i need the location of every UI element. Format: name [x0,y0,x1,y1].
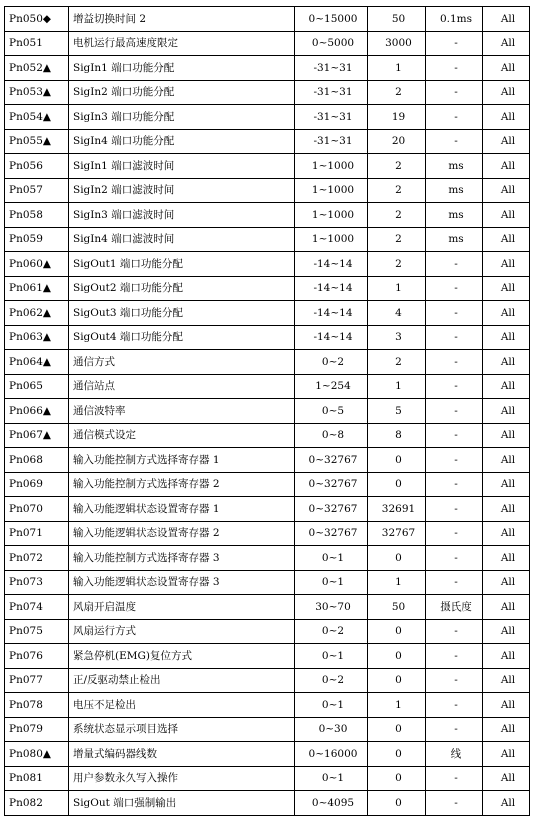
parameter-table [4,6,530,816]
param-code-cell: Pn073 [5,570,69,595]
param-unit-cell: - [426,56,483,81]
param-default-cell: 0 [368,448,426,473]
param-mode-cell: All [483,766,530,791]
param-default-cell: 2 [368,154,426,179]
param-range-cell: 0~15000 [295,7,368,32]
param-range-cell: -14~14 [295,252,368,277]
param-range-cell: 0~4095 [295,791,368,816]
param-name-cell: 系统状态显示项目选择 [69,717,295,742]
param-range-cell: 0~5 [295,399,368,424]
param-unit-cell: 0.1ms [426,7,483,32]
param-code-cell: Pn056 [5,154,69,179]
param-name-cell: SigIn2 端口滤波时间 [69,178,295,203]
param-mode-cell: All [483,325,530,350]
table-row [5,619,530,644]
table-row [5,497,530,522]
param-unit-cell: 线 [426,742,483,767]
table-row [5,105,530,130]
param-code-cell: Pn059 [5,227,69,252]
param-unit-cell: - [426,570,483,595]
param-mode-cell: All [483,301,530,326]
param-name-cell: SigOut2 端口功能分配 [69,276,295,301]
param-default-cell: 2 [368,227,426,252]
param-code-cell: Pn067▲ [5,423,69,448]
param-default-cell: 50 [368,7,426,32]
param-unit-cell: - [426,448,483,473]
param-mode-cell: All [483,570,530,595]
table-row [5,227,530,252]
param-name-cell: SigOut 端口强制输出 [69,791,295,816]
param-unit-cell: - [426,472,483,497]
param-name-cell: 通信模式设定 [69,423,295,448]
param-range-cell: -31~31 [295,80,368,105]
param-default-cell: 1 [368,56,426,81]
param-name-cell: SigIn1 端口滤波时间 [69,154,295,179]
param-unit-cell: - [426,350,483,375]
param-mode-cell: All [483,374,530,399]
param-unit-cell: - [426,31,483,56]
param-range-cell: -31~31 [295,56,368,81]
param-unit-cell: - [426,252,483,277]
param-default-cell: 0 [368,791,426,816]
param-mode-cell: All [483,56,530,81]
param-range-cell: 1~1000 [295,178,368,203]
param-name-cell: SigIn3 端口功能分配 [69,105,295,130]
table-row [5,717,530,742]
param-mode-cell: All [483,497,530,522]
param-unit-cell: - [426,619,483,644]
param-default-cell: 50 [368,595,426,620]
param-name-cell: 输入功能逻辑状态设置寄存器 1 [69,497,295,522]
param-range-cell: 0~2 [295,619,368,644]
param-default-cell: 4 [368,301,426,326]
param-code-cell: Pn075 [5,619,69,644]
param-name-cell: 通信站点 [69,374,295,399]
param-name-cell: SigIn4 端口功能分配 [69,129,295,154]
param-code-cell: Pn054▲ [5,105,69,130]
param-mode-cell: All [483,472,530,497]
param-range-cell: 0~5000 [295,31,368,56]
param-code-cell: Pn077 [5,668,69,693]
table-row [5,7,530,32]
param-range-cell: 0~8 [295,423,368,448]
table-row [5,521,530,546]
param-mode-cell: All [483,80,530,105]
param-range-cell: 0~1 [295,570,368,595]
param-name-cell: SigOut1 端口功能分配 [69,252,295,277]
param-unit-cell: 摄氏度 [426,595,483,620]
param-default-cell: 3000 [368,31,426,56]
table-row [5,570,530,595]
param-mode-cell: All [483,619,530,644]
param-range-cell: 1~1000 [295,203,368,228]
param-range-cell: 1~1000 [295,154,368,179]
table-row [5,399,530,424]
param-code-cell: Pn065 [5,374,69,399]
param-unit-cell: - [426,521,483,546]
param-unit-cell: - [426,105,483,130]
table-row [5,31,530,56]
table-row [5,742,530,767]
table-row [5,56,530,81]
table-row [5,252,530,277]
param-name-cell: SigOut3 端口功能分配 [69,301,295,326]
param-mode-cell: All [483,717,530,742]
param-code-cell: Pn053▲ [5,80,69,105]
param-default-cell: 19 [368,105,426,130]
param-mode-cell: All [483,423,530,448]
param-name-cell: SigIn4 端口滤波时间 [69,227,295,252]
table-row [5,80,530,105]
param-code-cell: Pn051 [5,31,69,56]
param-mode-cell: All [483,7,530,32]
param-name-cell: 输入功能控制方式选择寄存器 3 [69,546,295,571]
param-default-cell: 0 [368,472,426,497]
param-unit-cell: ms [426,203,483,228]
param-default-cell: 0 [368,668,426,693]
param-range-cell: -14~14 [295,301,368,326]
param-default-cell: 1 [368,570,426,595]
param-mode-cell: All [483,129,530,154]
param-name-cell: 输入功能逻辑状态设置寄存器 3 [69,570,295,595]
table-row [5,203,530,228]
param-unit-cell: - [426,374,483,399]
param-mode-cell: All [483,693,530,718]
table-row [5,129,530,154]
param-default-cell: 8 [368,423,426,448]
param-unit-cell: - [426,301,483,326]
param-name-cell: 用户参数永久写入操作 [69,766,295,791]
param-default-cell: 2 [368,203,426,228]
param-code-cell: Pn078 [5,693,69,718]
param-name-cell: SigOut4 端口功能分配 [69,325,295,350]
param-mode-cell: All [483,595,530,620]
param-mode-cell: All [483,178,530,203]
param-unit-cell: - [426,717,483,742]
param-code-cell: Pn057 [5,178,69,203]
table-row [5,374,530,399]
param-code-cell: Pn069 [5,472,69,497]
param-name-cell: SigIn3 端口滤波时间 [69,203,295,228]
param-default-cell: 0 [368,742,426,767]
param-name-cell: 输入功能控制方式选择寄存器 2 [69,472,295,497]
param-mode-cell: All [483,546,530,571]
table-row [5,325,530,350]
param-range-cell: 0~30 [295,717,368,742]
param-default-cell: 2 [368,80,426,105]
param-code-cell: Pn071 [5,521,69,546]
param-range-cell: 0~1 [295,644,368,669]
param-unit-cell: - [426,668,483,693]
param-code-cell: Pn061▲ [5,276,69,301]
param-mode-cell: All [483,31,530,56]
param-unit-cell: - [426,423,483,448]
param-default-cell: 32691 [368,497,426,522]
param-range-cell: 0~16000 [295,742,368,767]
param-code-cell: Pn074 [5,595,69,620]
param-code-cell: Pn068 [5,448,69,473]
param-mode-cell: All [483,105,530,130]
param-default-cell: 0 [368,717,426,742]
param-unit-cell: ms [426,227,483,252]
table-row [5,178,530,203]
param-range-cell: 0~32767 [295,497,368,522]
param-unit-cell: - [426,325,483,350]
param-name-cell: 风扇运行方式 [69,619,295,644]
parameter-table-body [5,7,530,816]
param-unit-cell: - [426,129,483,154]
param-mode-cell: All [483,742,530,767]
param-default-cell: 0 [368,619,426,644]
param-code-cell: Pn055▲ [5,129,69,154]
param-name-cell: 通信方式 [69,350,295,375]
param-name-cell: 输入功能逻辑状态设置寄存器 2 [69,521,295,546]
param-code-cell: Pn066▲ [5,399,69,424]
param-name-cell: SigIn2 端口功能分配 [69,80,295,105]
param-name-cell: 通信波特率 [69,399,295,424]
param-default-cell: 1 [368,276,426,301]
param-mode-cell: All [483,791,530,816]
param-range-cell: 1~1000 [295,227,368,252]
table-row [5,766,530,791]
param-range-cell: 0~32767 [295,521,368,546]
param-range-cell: 0~1 [295,546,368,571]
param-name-cell: 输入功能控制方式选择寄存器 1 [69,448,295,473]
param-code-cell: Pn070 [5,497,69,522]
param-unit-cell: - [426,80,483,105]
param-code-cell: Pn063▲ [5,325,69,350]
param-unit-cell: - [426,766,483,791]
param-mode-cell: All [483,252,530,277]
param-code-cell: Pn081 [5,766,69,791]
param-default-cell: 20 [368,129,426,154]
param-code-cell: Pn060▲ [5,252,69,277]
param-unit-cell: ms [426,178,483,203]
param-name-cell: 风扇开启温度 [69,595,295,620]
param-range-cell: 0~1 [295,693,368,718]
param-unit-cell: - [426,399,483,424]
param-mode-cell: All [483,227,530,252]
param-name-cell: 紧急停机(EMG)复位方式 [69,644,295,669]
table-row [5,472,530,497]
table-row [5,595,530,620]
param-name-cell: 电机运行最高速度限定 [69,31,295,56]
param-default-cell: 0 [368,546,426,571]
param-unit-cell: - [426,276,483,301]
param-range-cell: -14~14 [295,276,368,301]
param-code-cell: Pn079 [5,717,69,742]
param-default-cell: 1 [368,693,426,718]
param-mode-cell: All [483,668,530,693]
param-name-cell: SigIn1 端口功能分配 [69,56,295,81]
table-row [5,693,530,718]
param-code-cell: Pn076 [5,644,69,669]
param-default-cell: 2 [368,252,426,277]
param-mode-cell: All [483,644,530,669]
param-name-cell: 电压不足检出 [69,693,295,718]
param-default-cell: 5 [368,399,426,424]
param-range-cell: 0~1 [295,766,368,791]
table-row [5,350,530,375]
param-range-cell: 1~254 [295,374,368,399]
table-row [5,448,530,473]
param-default-cell: 3 [368,325,426,350]
table-row [5,791,530,816]
param-range-cell: 0~32767 [295,448,368,473]
param-mode-cell: All [483,203,530,228]
param-default-cell: 0 [368,766,426,791]
param-default-cell: 2 [368,178,426,203]
param-default-cell: 1 [368,374,426,399]
param-default-cell: 32767 [368,521,426,546]
param-range-cell: -31~31 [295,105,368,130]
param-code-cell: Pn082 [5,791,69,816]
param-unit-cell: - [426,546,483,571]
param-mode-cell: All [483,448,530,473]
table-row [5,668,530,693]
param-unit-cell: - [426,791,483,816]
param-code-cell: Pn050◆ [5,7,69,32]
param-range-cell: 0~2 [295,350,368,375]
param-mode-cell: All [483,154,530,179]
param-default-cell: 2 [368,350,426,375]
param-code-cell: Pn058 [5,203,69,228]
table-row [5,301,530,326]
param-default-cell: 0 [368,644,426,669]
table-row [5,546,530,571]
param-name-cell: 增量式编码器线数 [69,742,295,767]
param-code-cell: Pn052▲ [5,56,69,81]
param-code-cell: Pn072 [5,546,69,571]
param-name-cell: 正/反驱动禁止检出 [69,668,295,693]
param-mode-cell: All [483,399,530,424]
param-range-cell: 0~2 [295,668,368,693]
param-unit-cell: - [426,644,483,669]
param-range-cell: 0~32767 [295,472,368,497]
table-row [5,276,530,301]
param-mode-cell: All [483,350,530,375]
param-range-cell: 30~70 [295,595,368,620]
table-row [5,423,530,448]
param-unit-cell: ms [426,154,483,179]
table-row [5,154,530,179]
param-code-cell: Pn064▲ [5,350,69,375]
param-code-cell: Pn080▲ [5,742,69,767]
table-row [5,644,530,669]
param-mode-cell: All [483,521,530,546]
param-unit-cell: - [426,693,483,718]
param-range-cell: -14~14 [295,325,368,350]
param-name-cell: 增益切换时间 2 [69,7,295,32]
param-unit-cell: - [426,497,483,522]
param-mode-cell: All [483,276,530,301]
param-code-cell: Pn062▲ [5,301,69,326]
param-range-cell: -31~31 [295,129,368,154]
